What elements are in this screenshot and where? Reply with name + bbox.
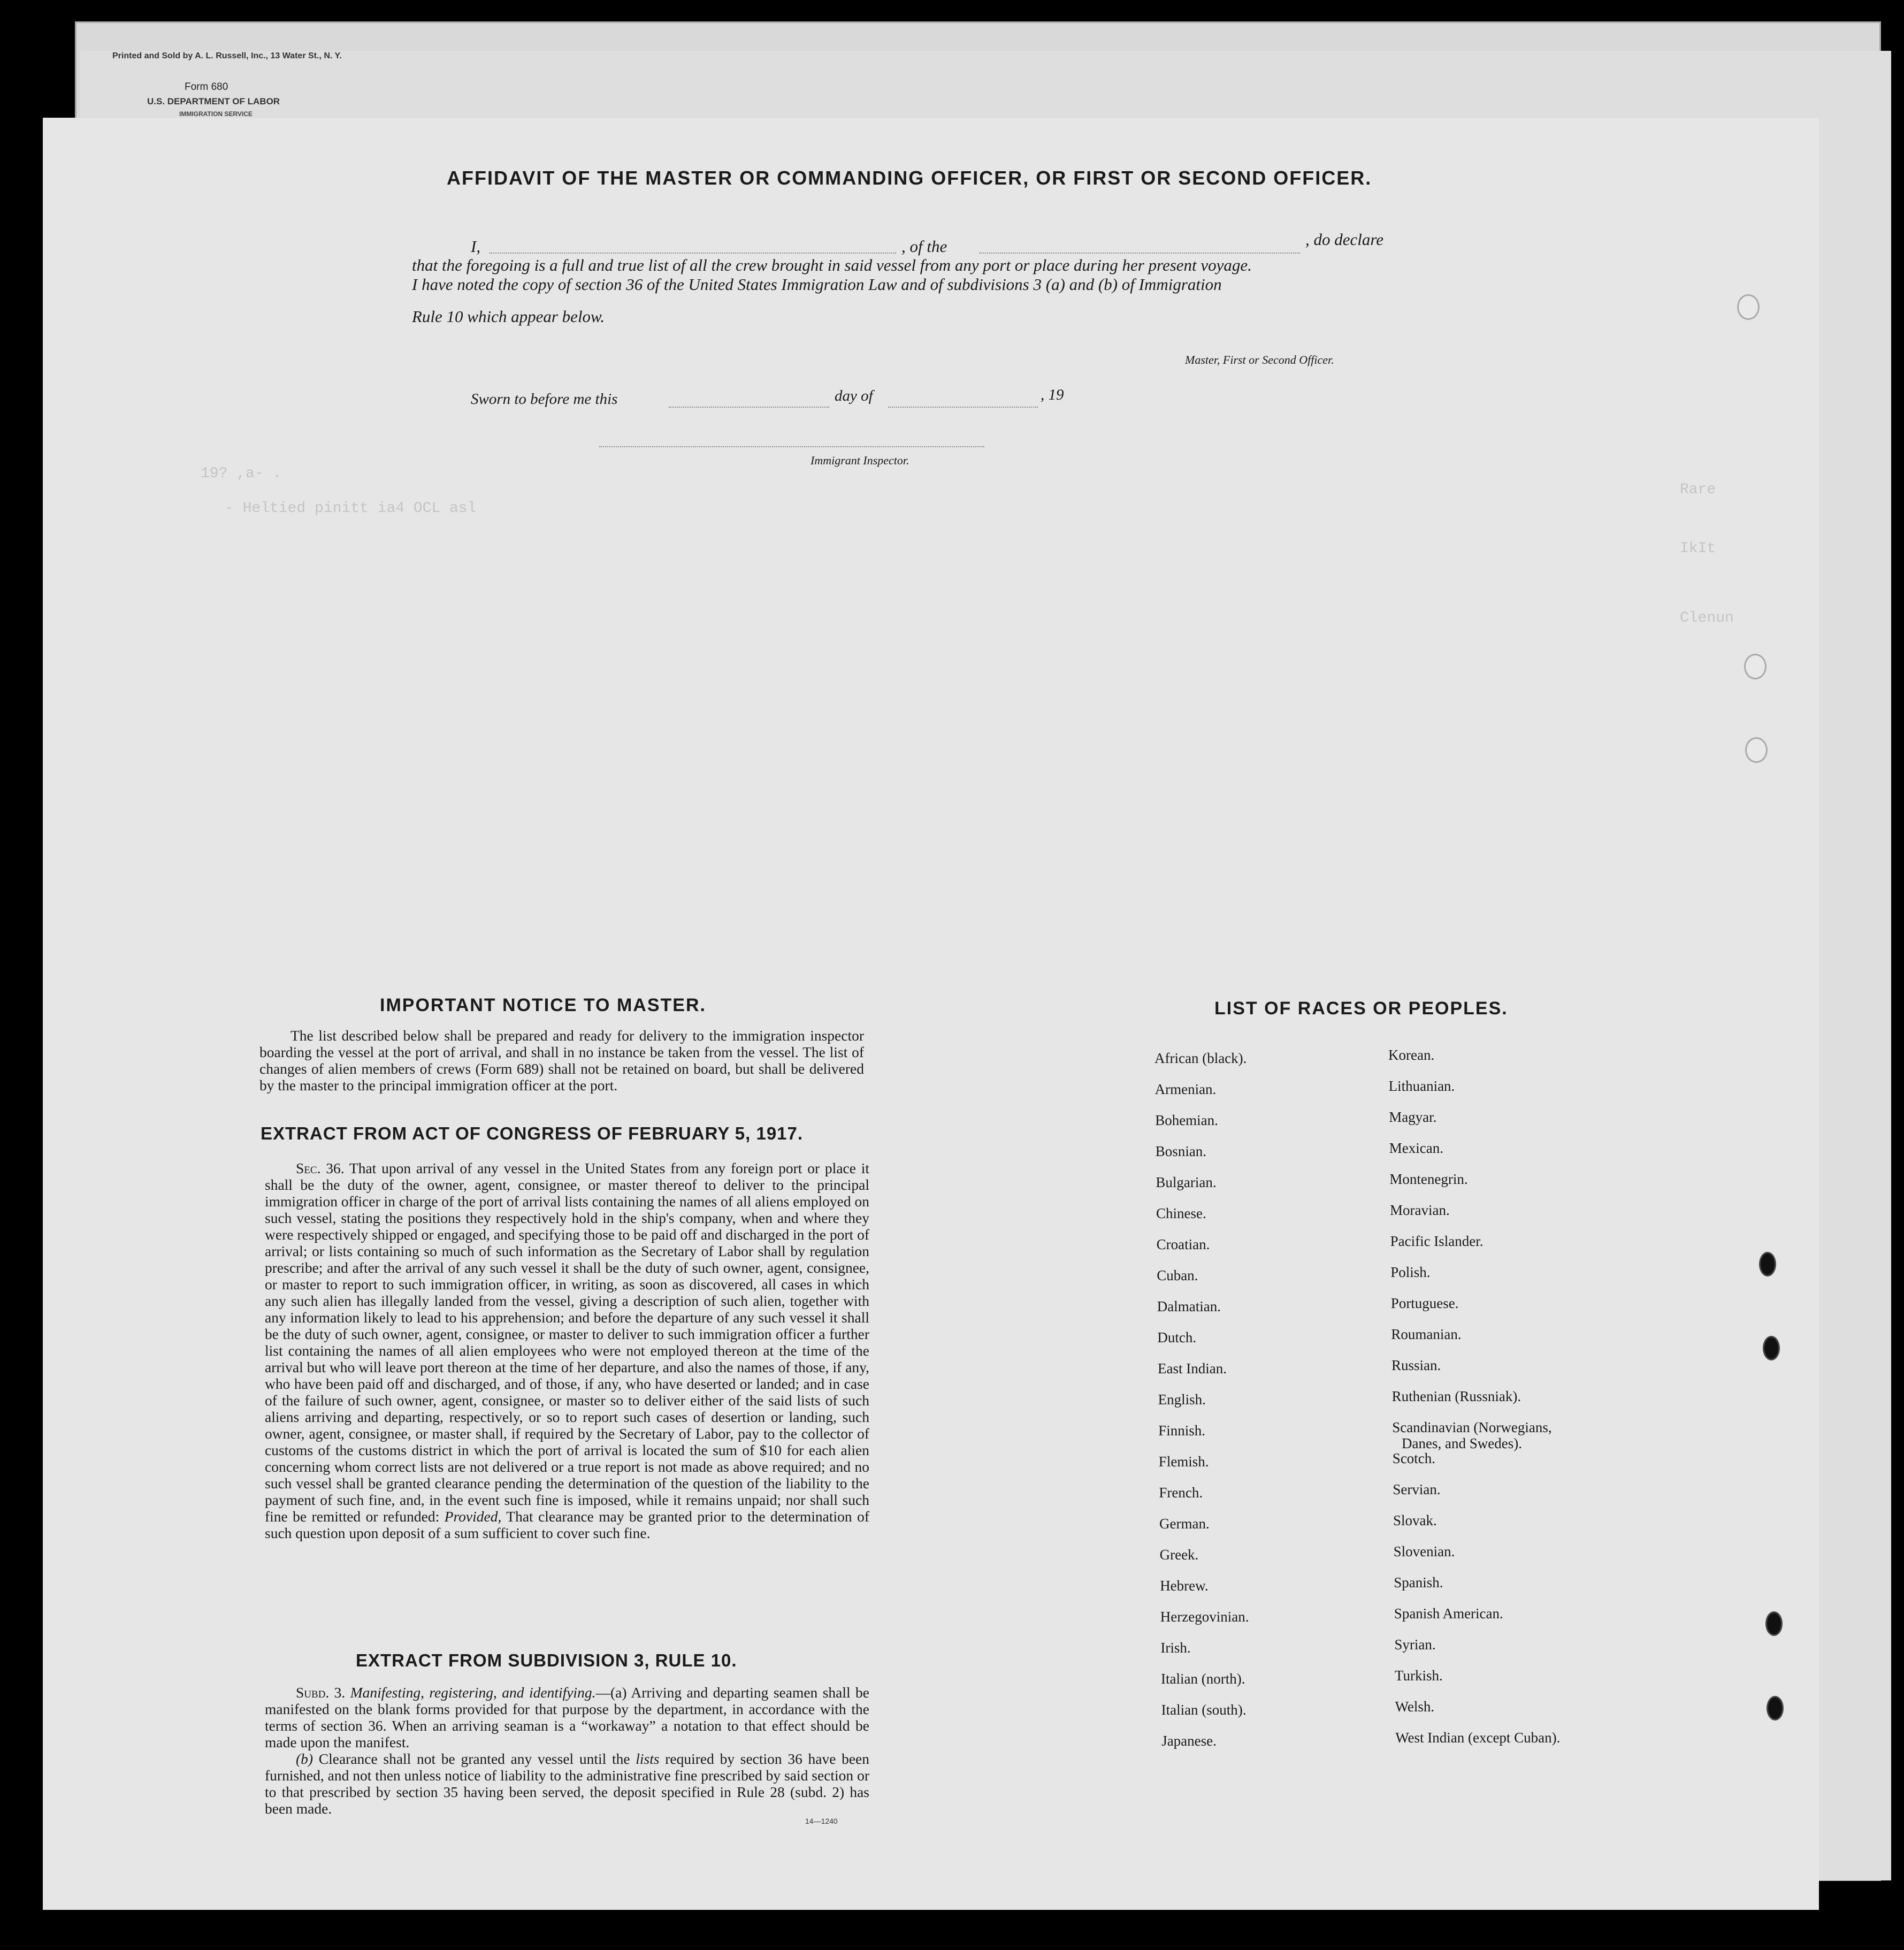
clause-b-label: (b) — [296, 1750, 313, 1767]
race-item: Roumanian. — [1391, 1326, 1462, 1342]
subdivision-label: Subd. 3. — [296, 1684, 346, 1701]
clause-a-label: (a) — [610, 1684, 627, 1701]
race-item: Lithuanian. — [1388, 1078, 1455, 1094]
race-item: Bosnian. — [1155, 1143, 1207, 1159]
race-item: Croatian. — [1156, 1236, 1210, 1252]
clause-b-text-2: required by section 36 have been furnished, and not then unless notice of liability to the administrative fine prescribed by said section or to that prescribed by section 35 having been served, the deposit specified in Rule 28 (subd. 2) has been made. — [265, 1750, 870, 1817]
form-print-code: 14—1240 — [805, 1817, 838, 1825]
race-item: Welsh. — [1395, 1699, 1435, 1715]
declarant-name-line[interactable] — [490, 253, 896, 254]
race-item: Spanish American. — [1394, 1605, 1503, 1622]
of-the-text: , of the — [901, 237, 947, 256]
rule-extract-body: Subd. 3. Manifesting, registering, and identifying.—(a) Arriving and departing seamen shall be manifested on the blank forms provided for that purpose by the department, in accordance with the terms of section 36. When an arriving seaman is a “workaway” a notation to that effect should be made upon the manifest. (b) Clearance shall not be granted any vessel until the lists required by section 36 have been furnished, and not then unless notice of liability to the administrative fine prescribed by said section or to that prescribed by section 35 having been served, the deposit specified in Rule 28 (subd. 2) has been made. — [265, 1684, 870, 1817]
race-item: Armenian. — [1154, 1081, 1217, 1097]
affidavit-line-2: that the foregoing is a full and true list of all the crew brought in said vessel from any port or place during her present voyage. — [412, 256, 1252, 274]
notice-body — [259, 1027, 864, 1093]
inspector-signature-line[interactable] — [599, 446, 984, 447]
race-item: Ruthenian (Russniak). — [1391, 1388, 1521, 1404]
affidavit-line-3: I have noted the copy of section 36 of the United States Immigration Law and of subdivisions 3 (a) and (b) of Immigration — [412, 275, 1222, 294]
proviso-text: That clearance may be granted prior to the determination of such question upon deposit of a sum sufficient to cover such fine. — [265, 1508, 869, 1541]
race-item: Servian. — [1393, 1481, 1441, 1497]
race-item: Korean. — [1388, 1047, 1435, 1063]
race-item: Herzegovinian. — [1160, 1609, 1249, 1625]
race-item: Danes, and Swedes). — [1402, 1435, 1522, 1451]
race-item: Japanese. — [1161, 1733, 1217, 1749]
race-item: Italian (south). — [1161, 1702, 1247, 1718]
clause-b-text-1: Clearance shall not be granted any vessel until the — [318, 1750, 630, 1767]
affidavit-line-4: Rule 10 which appear below. — [412, 307, 605, 326]
race-item: French. — [1159, 1485, 1203, 1501]
race-item: Scandinavian (Norwegians, — [1392, 1419, 1552, 1435]
subdivision-heading: Manifesting, registering, and identifying. — [350, 1684, 596, 1701]
race-item: African (black). — [1154, 1050, 1247, 1066]
race-item: West Indian (except Cuban). — [1395, 1730, 1561, 1746]
printer-imprint: Printed and Sold by A. L. Russell, Inc., 13 Water St., N. Y. — [112, 51, 342, 60]
race-item: Chinese. — [1156, 1205, 1206, 1221]
affidavit-sheet — [43, 118, 1819, 1910]
sworn-month-line[interactable] — [888, 407, 1038, 408]
race-item: Scotch. — [1392, 1450, 1436, 1466]
race-item: Slovak. — [1393, 1512, 1437, 1528]
race-item: Bohemian. — [1155, 1112, 1218, 1128]
bleed-through-text: 19? ,a- . — [201, 465, 282, 482]
declarant-prefix: I, — [471, 237, 481, 256]
bleed-through-text: Clenun — [1680, 610, 1734, 626]
act-extract-title: EXTRACT FROM ACT OF CONGRESS OF FEBRUARY 5, 1917. — [261, 1123, 804, 1143]
race-item: Montenegrin. — [1389, 1171, 1468, 1187]
race-item: Finnish. — [1158, 1423, 1205, 1439]
race-item: East Indian. — [1158, 1360, 1227, 1377]
binder-hole — [1744, 654, 1767, 679]
race-item: Portuguese. — [1390, 1295, 1459, 1311]
race-item: Bulgarian. — [1156, 1174, 1217, 1190]
race-item: German. — [1159, 1516, 1210, 1532]
form-number: Form 680 — [185, 81, 228, 93]
bleed-through-text: IkIt — [1680, 540, 1716, 557]
clause-a-text: Arriving and departing seamen shall be manifested on the blank forms provided for that purpose by the department, in accordance with the terms of section 36. When an arriving seaman is a “workaway” a notation to that effect should be made upon the manifest. — [265, 1684, 869, 1750]
master-signature-caption: Master, First or Second Officer. — [1185, 353, 1334, 366]
race-item: Cuban. — [1157, 1267, 1198, 1283]
race-item: Pacific Islander. — [1390, 1233, 1484, 1249]
race-item: Moravian. — [1390, 1202, 1450, 1218]
race-item: Slovenian. — [1393, 1543, 1455, 1559]
clause-b-lists-word: lists — [636, 1750, 660, 1767]
proviso-word: Provided, — [444, 1508, 502, 1525]
act-extract-body — [265, 1160, 869, 1541]
sworn-day-line[interactable] — [669, 407, 829, 408]
sworn-text: Sworn to before me this — [471, 391, 618, 408]
race-item: Dutch. — [1157, 1329, 1197, 1345]
race-item: Hebrew. — [1160, 1578, 1209, 1594]
notice-title: IMPORTANT NOTICE TO MASTER. — [380, 995, 706, 1015]
binder-hole — [1737, 294, 1760, 320]
binder-hole — [1759, 1252, 1776, 1276]
race-item: English. — [1158, 1391, 1206, 1408]
race-item: Polish. — [1390, 1264, 1431, 1280]
binder-hole — [1763, 1336, 1780, 1360]
notice-paragraph: The list described below shall be prepared and ready for delivery to the immigration inspector boarding the vessel at the port of arrival, and shall in no instance be taken from the vessel. The list of changes of alien members of crews (Form 689) shall not be retained on board, but shall be delivered by the master to the principal immigration officer at the port. — [259, 1027, 864, 1093]
race-item: Mexican. — [1389, 1140, 1444, 1156]
race-item: Turkish. — [1395, 1668, 1443, 1684]
race-item: Greek. — [1159, 1547, 1199, 1563]
race-item: Magyar. — [1389, 1109, 1437, 1125]
binder-hole — [1745, 737, 1768, 763]
race-item: Spanish. — [1394, 1574, 1443, 1590]
races-title: LIST OF RACES OR PEOPLES. — [1214, 998, 1508, 1019]
binder-hole — [1767, 1696, 1784, 1720]
race-item: Russian. — [1391, 1357, 1441, 1373]
rule-extract-title: EXTRACT FROM SUBDIVISION 3, RULE 10. — [356, 1650, 737, 1670]
race-item: Irish. — [1160, 1640, 1191, 1656]
race-item: Syrian. — [1394, 1637, 1436, 1653]
year-text: , 19 — [1041, 386, 1064, 403]
race-item: Italian (north). — [1161, 1671, 1245, 1687]
binder-hole — [1765, 1611, 1783, 1636]
inspector-caption: Immigrant Inspector. — [810, 454, 909, 467]
service-label: IMMIGRATION SERVICE — [179, 110, 253, 118]
section-label: Sec. 36. — [296, 1160, 345, 1176]
bleed-through-text: - Heltied pinitt ia4 OCL asl — [225, 500, 477, 517]
section-text: That upon arrival of any vessel in the United States from any foreign port or place it shall be the duty of the owner, agent, consignee, or master thereof to deliver to the principal immigration officer in charge of the port of arrival lists containing the names of all aliens employed on such vessel, stating the positions they respectively hold in the ship's company, when and where they were respectively shipped or engaged, and specifying those to be paid off and discharged in the port of arrival; or lists containing so much of such information as the Secretary of Labor shall by regulation prescribe; and after the arrival of any such vessel it shall be the duty of such owner, agent, consignee, or master to report to such immigration officer, in writing, as soon as discovered, all cases in which any such alien has illegally landed from the vessel, giving a description of such alien, together with any information likely to lead to his apprehension; and before the departure of any such vessel it shall be the duty of such owner, agent, consignee, or master to deliver to such immigration officer a further list containing the names of all alien employees who were not employed thereon at the time of the arrival but who will leave port thereon at the time of her departure, and also the names of those, if any, who have been paid off and discharged, and of those, if any, who have deserted or landed; and in case of the failure of such owner, agent, consignee, or master so to deliver either of the said lists of such aliens arriving and departing, respectively, or so to report such cases of desertion or landing, such owner, agent, consignee, or master shall, if required by the Secretary of Labor, pay to the collector of customs of the customs district in which the port of arrival is located the sum of $10 for each alien concerning whom correct lists are not delivered or a true report is not made as above required; and no such vessel shall be granted clearance pending the determination of the question of the liability to the payment of such fine, and, in the event such fine is imposed, while it remains unpaid; nor shall such fine be remitted or refunded: — [265, 1160, 869, 1525]
affidavit-title: AFFIDAVIT OF THE MASTER OR COMMANDING OFFICER, OR FIRST OR SECOND OFFICER. — [447, 167, 1372, 189]
race-item: Dalmatian. — [1157, 1298, 1221, 1314]
bleed-through-text: Rare — [1680, 481, 1716, 498]
race-item: Flemish. — [1158, 1454, 1209, 1470]
do-declare-text: , do declare — [1305, 230, 1384, 249]
vessel-name-line[interactable] — [979, 253, 1300, 254]
day-of-text: day of — [835, 387, 873, 404]
department-label: U.S. DEPARTMENT OF LABOR — [147, 96, 280, 106]
